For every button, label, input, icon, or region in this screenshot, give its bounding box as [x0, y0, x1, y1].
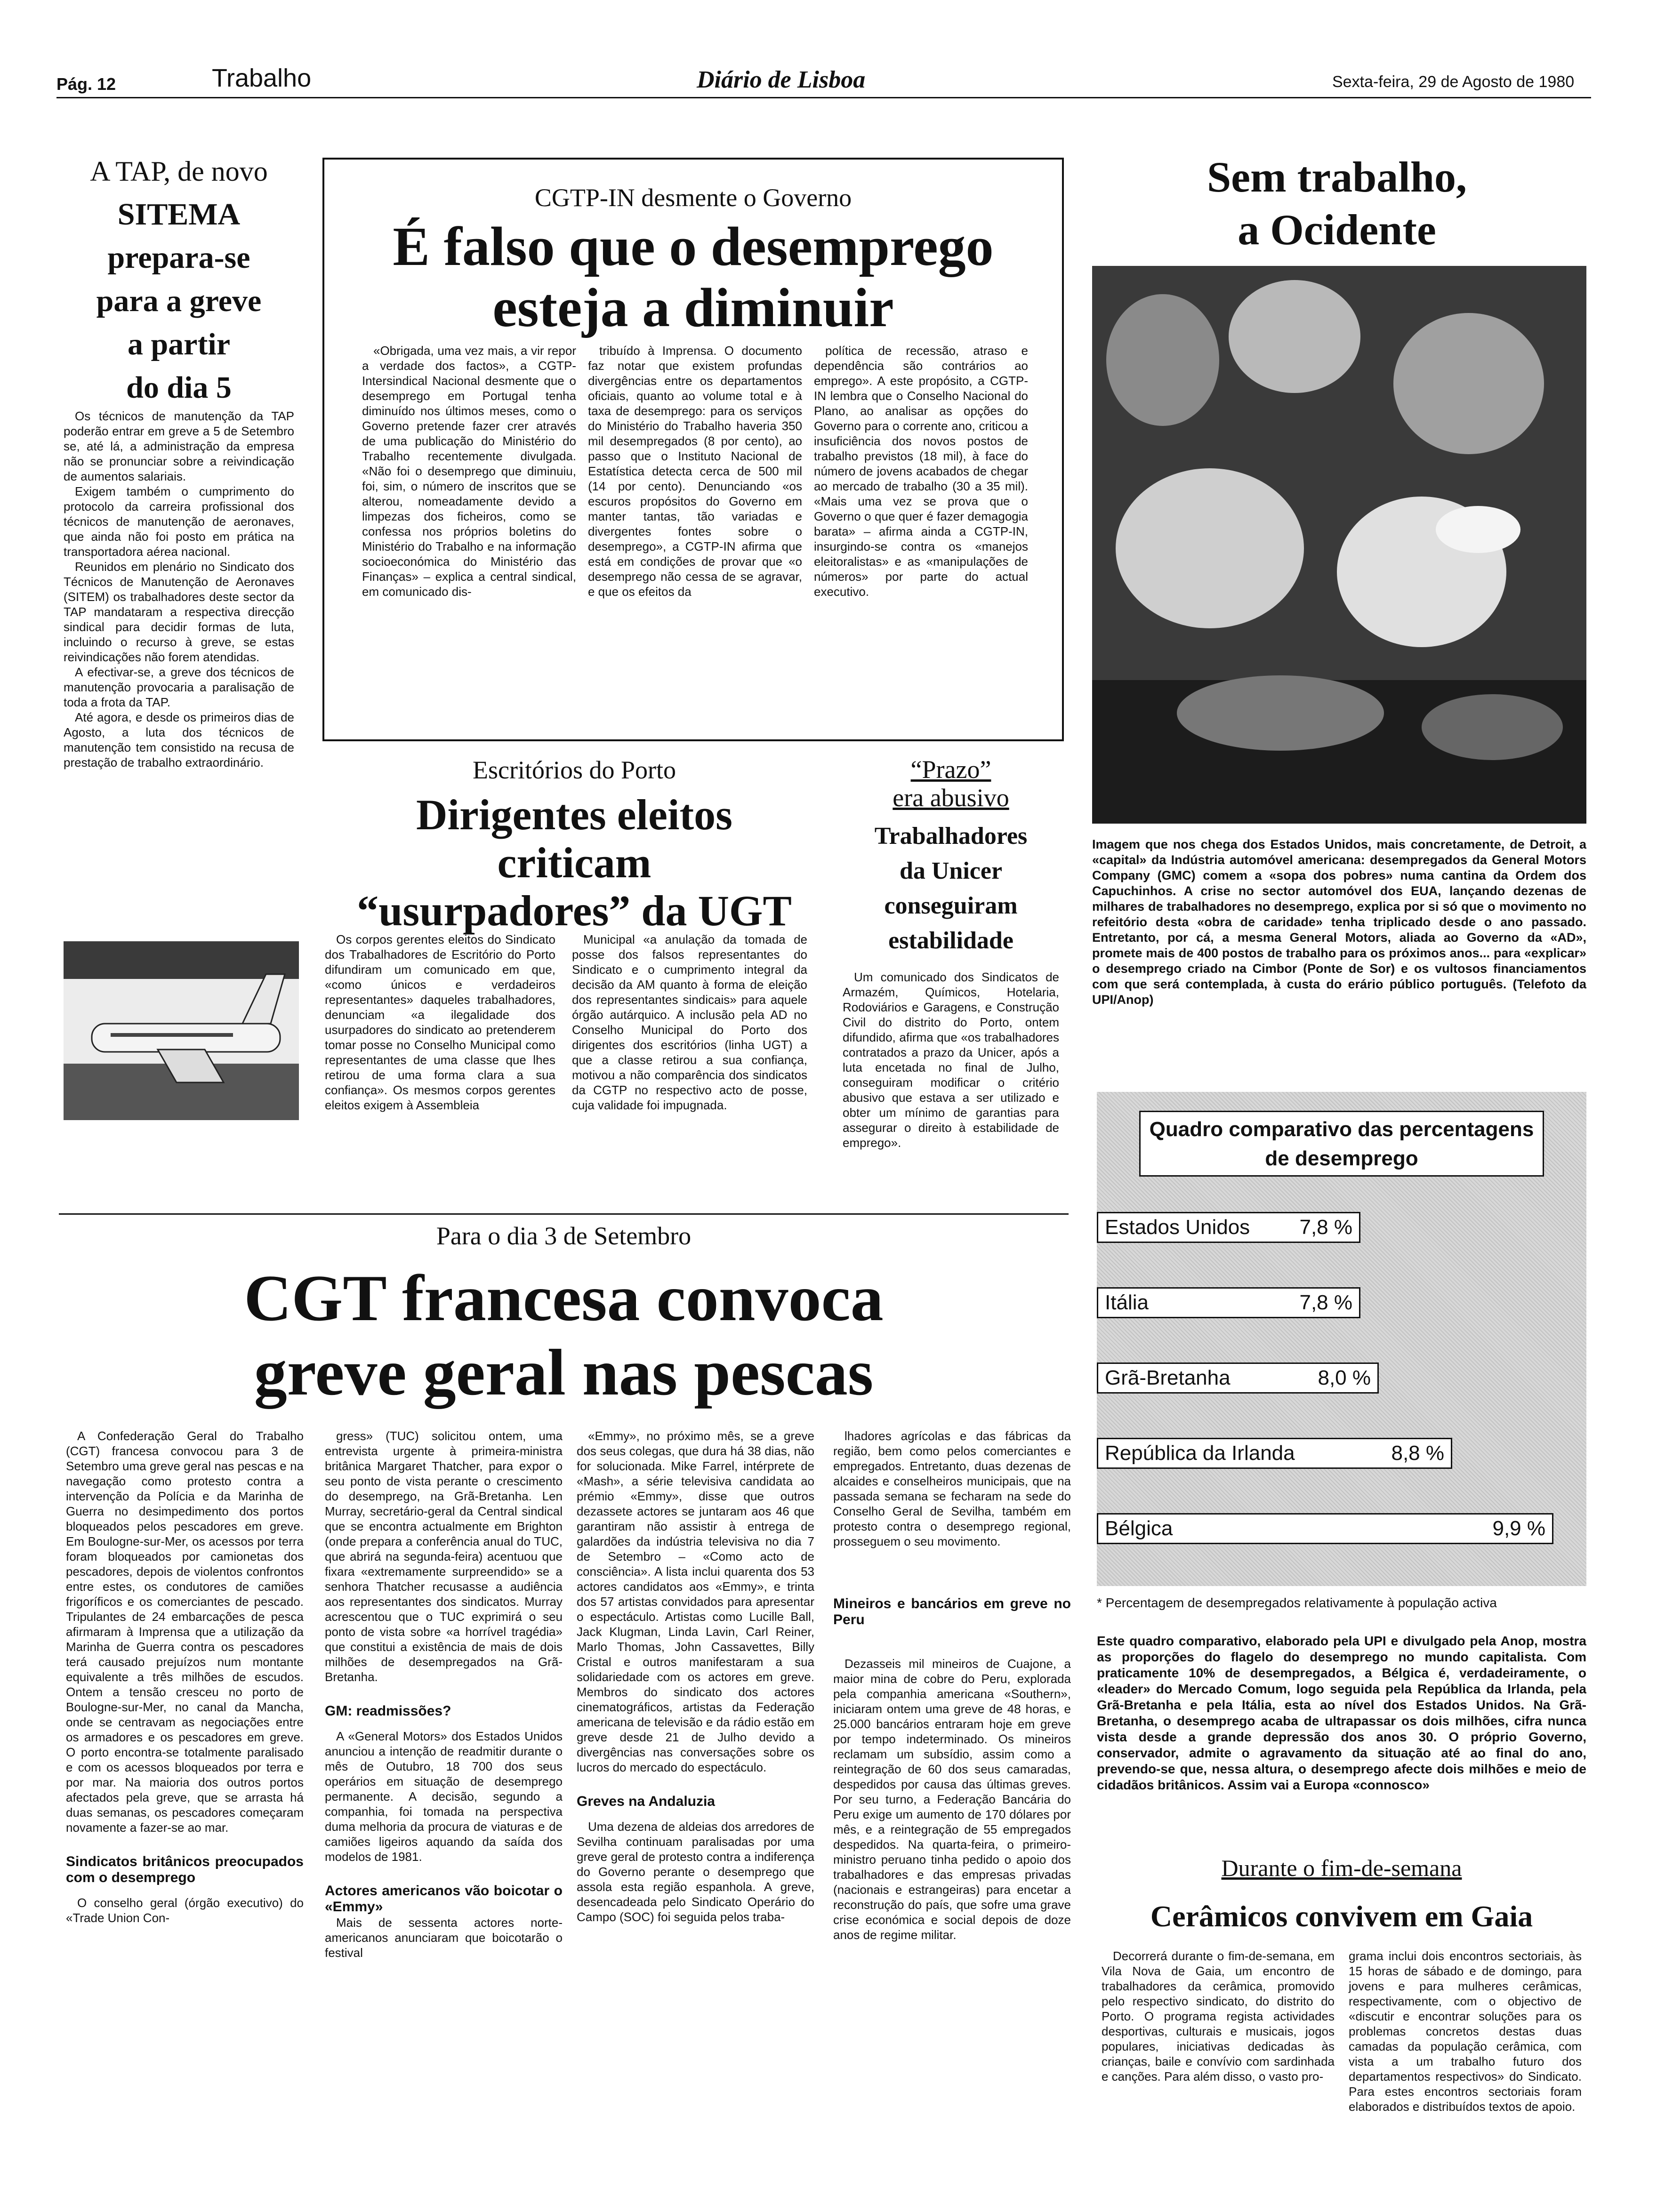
cgt-column-2: [325, 1428, 563, 1960]
bar-value: 8,8 %: [1391, 1442, 1444, 1465]
porto-column-2: Municipal «a anulação da tomada de posse dos falsos representantes do Sindicato e o cumprimento integral da decisão da AM quanto à forma de eleição dos representantes sindicais» para aquele órgão autárquico. A inclusão pela AD no Conselho Municipal do Porto dos dirigentes dos escritórios (linha UGT) a que a classe retirou a sua confiança, motivou a não comparência dos sindicatos da CGTP no respectivo acto de posse, cuja validade foi impugnada.: [572, 932, 807, 1112]
airplane-photo: [64, 941, 299, 1120]
cgtp-column-3: política de recessão, atraso e dependência são contrários ao emprego». A este propósito, a CGTP-IN lembra que o Conselho Nacional do Plano, ao analisar as opções do Governo para o corrente ano, criticou a insuficiência dos novos postos de trabalho previstos (18 mil), à face do número de jovens acabados de chegar ao mercado de trabalho (30 a 35 mil). «Mais uma vez se prova que o Governo o que quer é fazer demagogia barata» – afirma ainda a CGTP-IN, insurgindo-se contra os «manejos eleitoralistas» e as «manipulações de números» por parte do actual executivo.: [814, 344, 1028, 599]
cgtp-kicker: CGTP-IN desmente o Governo: [534, 184, 852, 212]
ocidente-caption: Imagem que nos chega dos Estados Unidos, mais concretamente, de Detroit, a «capital» da Indústria automóvel americana: desempregados da General Motors Company (GMC) comem a «sopa dos pobres» numa cantina da Ordem dos Capuchinhos. A crise no sector automóvel dos EUA, lançando dezenas de milhares de trabalhadores no desemprego, explica por si só que o movimento no refeitório desta «obra de caridade» tenha triplicado desde o ano passado. Entretanto, por cá, a mesma General Motors, aliada ao Governo da «AD», promete mais de 400 postos de trabalho para os próximos anos... para «explicar» o desemprego criado na Cimbor (Ponte de Sor) e os vultosos financiamentos com que será contemplada, à custa do erário público português. (Telefoto da UPI/Anop): [1092, 837, 1586, 1007]
cgtp-column-2: tribuído à Imprensa. O documento faz notar que existem profundas divergências entre os departamentos oficiais, quanto ao volume total e à taxa de desemprego: para os serviços do Ministério do Trabalho haveria 350 mil desempregados (8 por cento), ao passo que o Instituto Nacional de Estatística detecta cerca de 500 mil (14 por cento). Denunciando «os escuros propósitos do Governo em manter tantas, tão variadas e divergentes fontes sobre o desemprego», a CGTP-IN afirma que está em condições de provar que «o desemprego não cessa de se agravar, e que os efeitos da: [588, 344, 802, 599]
ocidente-headline-line: Sem trabalho,: [1207, 153, 1467, 201]
unicer-headline-line: da Unicer: [899, 858, 1003, 884]
page-number: Pág. 12: [56, 74, 116, 94]
chart-title: Quadro comparativo das percentagens de desemprego: [1149, 1118, 1534, 1170]
cgt-column-4: [833, 1428, 1071, 1942]
chart-bar-0: [1097, 1212, 1360, 1243]
cgtp-headline-line: esteja a diminuir: [492, 277, 894, 338]
cgtp-headline-line: É falso que o desemprego: [393, 216, 994, 277]
unicer-body: Um comunicado dos Sindicatos de Armazém, Químicos, Hotelaria, Rodoviários e Garagens, e Construção Civil do distrito do Porto, ontem difundido, afirma que «os trabalhadores contratados a prazo da Unicer, após a luta encetada no final de Julho, conseguiram modificar o critério abusivo que estava a ser utilizado e obter um mínimo de garantias para assegurar o direito à estabilidade de emprego».: [843, 970, 1059, 1150]
tap-kicker: A TAP, de novo: [90, 156, 268, 187]
cgt-column-1: [66, 1428, 304, 1925]
soup-kitchen-photo: [1092, 266, 1586, 824]
cgtp-column-1: «Obrigada, uma vez mais, a vir repor a verdade dos factos», a CGTP-Intersindical Nacional desmente que o desemprego em Portugal tenha diminuído nos últimos meses, como o Governo pretende fazer crer através de uma publicação do Ministério do Trabalho recentemente divulgada. «Não foi o desemprego que diminuiu, foi, sim, o número de inscritos que se alterou, nomeadamente devido a limpezas dos ficheiros, como se confessa nos próprios boletins do Ministério do Trabalho e na informação socioeconómica do Ministério das Finanças» – explica a central sindical, em comunicado dis-: [362, 344, 576, 599]
paragraph: Exigem também o cumprimento do protocolo da carreira profissional dos técnicos de manutenção de aeronaves, que ainda não foi posto em prática na transportadora aérea nacional.: [64, 484, 294, 559]
tap-headline-line: SITEMA: [117, 197, 241, 232]
masthead-rule: [56, 97, 1591, 98]
gaia-column-2: grama inclui dois encontros sectoriais, às 15 horas de sábado e de domingo, para jovens e para mulheres cerâmicas, respectivamente, com o objectivo de «discutir e encontrar soluções para os problemas concretos destas duas camadas da população cerâmica, com vista a um trabalho futuro dos departamentos respectivos» do Sindicato. Para estes encontros sectoriais foram elaborados e distribuídos textos de apoio.: [1349, 1949, 1582, 2114]
chart-footnote: * Percentagem de desempregados relativamente à população activa: [1097, 1595, 1497, 1610]
unicer-kicker: [838, 755, 1064, 812]
cgt-kicker: Para o dia 3 de Setembro: [436, 1222, 692, 1250]
issue-date: Sexta-feira, 29 de Agosto de 1980: [1332, 73, 1575, 91]
paragraph: Até agora, e desde os primeiros dias de Agosto, a luta dos técnicos de manutenção tem consistido na recusa de prestação de trabalho extraordinário.: [64, 710, 294, 769]
bar-label: Bélgica: [1105, 1517, 1173, 1540]
porto-headline-line: Dirigentes eleitos: [416, 791, 732, 839]
cgt-headline-line: greve geral nas pescas: [254, 1336, 874, 1409]
bar-label: Estados Unidos: [1105, 1216, 1250, 1239]
bar-label: República da Irlanda: [1105, 1442, 1295, 1465]
tap-headline-line: a partir: [127, 327, 231, 361]
porto-headline-line: “usurpadores” da UGT: [357, 887, 792, 935]
paragraph: lhadores agrícolas e das fábricas da região, bem como pelos comerciantes e empregados. Entretanto, duas dezenas de alcaides e conselheiros municipais, que na passada semana se fecharam na sede do Conselho Geral de Sevilha, também em protesto contra o desemprego regional, prosseguem o seu movimento.: [833, 1429, 1071, 1548]
paragraph: «Emmy», no próximo mês, se a greve dos seus colegas, que dura há 38 dias, não for solucionada. Mike Farrel, intérprete de «Mash», a série televisiva candidata ao prémio «Emmy», disse que outros dezassete actores se juntaram aos 46 que garantiram não assistir à entrega de galardões da indústria televisiva no dia 7 de Setembro – «Como acto de consciência». A lista inclui quarenta dos 53 actores candidatos aos «Emmy», e trinta dos 57 artistas convidados para apresentar o espectáculo. Artistas como Lucille Ball, Jack Klugman, Linda Lavin, Carl Reiner, Marlo Thomas, John Cassavettes, Billy Cristal e outros manifestaram a sua solidariedade com os actores em greve. Membros do sindicato dos actores cinematográficos, artistas da Federação americana de televisão e da rádio estão em greve desde 21 de Julho devido a divergências nas conversações sobre os lucros do mercado do espectáculo.: [577, 1429, 814, 1774]
tap-headline: [56, 193, 301, 409]
crowd-photo-icon: [1092, 266, 1586, 824]
unicer-headline-line: Trabalhadores: [874, 823, 1028, 850]
cgtp-headline: [324, 216, 1062, 338]
porto-headline-line: criticam: [497, 839, 652, 887]
paragraph: Reunidos em plenário no Sindicato dos Técnicos de Manutenção de Aeronaves (SITEM) os trabalhadores deste sector da TAP mandataram a respectiva direcção sindical para decidir formas de luta, incluindo o recurso à greve, se estas reivindicações não forem atendidas.: [64, 560, 294, 664]
unicer-headline-line: conseguiram: [884, 892, 1018, 919]
paragraph: Os técnicos de manutenção da TAP poderão entrar em greve a 5 de Setembro se, até lá, a administração da empresa não se pronunciar sobre a reivindicação de aumentos salariais.: [64, 409, 294, 483]
bar-value: 7,8 %: [1299, 1291, 1352, 1314]
chart-bar-1: [1097, 1287, 1360, 1318]
unicer-kicker-line: “Prazo”: [910, 755, 991, 784]
gaia-kicker: Durante o fim-de-semana: [1221, 1855, 1462, 1881]
chart-caption: Este quadro comparativo, elaborado pela UPI e divulgado pela Anop, mostra as proporções do flagelo do desemprego no mundo capitalista. Com praticamente 10% de desempregados, a Bélgica é, verdadeiramente, o «leader» do Mercado Comum, logo seguida pela República da Irlanda, pela Grã-Bretanha e pela Itália, esta ao nível dos Estados Unidos. Na Grã-Bretanha, o desemprego acaba de ultrapassar os dois milhões, cifra nunca vista desde a grande depressão dos anos 30. O próprio Governo, conservador, admite o agravamento da situação até ao final do ano, prevendo-se que, nessa altura, o desemprego afecte dois milhões e meio de cidadãos britânicos. Assim vai a Europa «connosco»: [1097, 1634, 1586, 1792]
chart-title-box: [1139, 1111, 1544, 1177]
tap-body: [64, 409, 294, 770]
porto-kicker: Escritórios do Porto: [473, 756, 676, 784]
unicer-headline: [838, 819, 1064, 958]
paragraph: Dezasseis mil mineiros de Cuajone, a maior mina de cobre do Peru, explorada pela companhia americana «Southern», iniciaram ontem uma greve de 48 horas, e 25.000 bancários entraram hoje em greve por tempo indeterminado. Os mineiros reclamam um subsídio, assim como a reintegração de 60 dos seus camaradas, despedidos por causa das últimas greves. Por seu turno, a Federação Bancária do Peru exige um aumento de 170 dólares por mês, e a reintegração de 55 empregados despedidos. Na quarta-feira, o primeiro-ministro peruano tinha pedido o apoio dos trabalhadores e das empresas privadas (nacionais e estrangeiras) para encetar a reconstrução do país, que sofre uma grave crise económica e social depois de doze anos de regime militar.: [833, 1657, 1071, 1942]
paragraph: A efectivar-se, a greve dos técnicos de manutenção provocaria a paralisação de toda a frota da TAP.: [64, 665, 294, 709]
bar-label: Grã-Bretanha: [1105, 1366, 1231, 1389]
ocidente-headline: [1087, 151, 1586, 256]
cgtp-box: [322, 158, 1064, 741]
paragraph: Uma dezena de aldeias dos arredores de Sevilha continuam paralisadas por uma greve geral de protesto contra a indiferença do Governo perante o desemprego que assola esta região espanhola. A greve, desencadeada pelo Sindicato Operário do Campo (SOC) foi seguida pelos traba-: [577, 1819, 814, 1924]
cgt-top-rule: [59, 1213, 1069, 1215]
unicer-headline-line: estabilidade: [888, 927, 1014, 954]
bar-value: 7,8 %: [1299, 1216, 1352, 1239]
bar-value: 9,9 %: [1492, 1517, 1545, 1540]
chart-bar-3: [1097, 1438, 1452, 1469]
paragraph: O conselho geral (órgão executivo) do «Trade Union Con-: [66, 1896, 304, 1925]
porto-headline: [325, 791, 824, 935]
cgt-column-3: [577, 1428, 814, 1924]
subheading: Actores americanos vão boicotar o «Emmy»: [325, 1883, 563, 1915]
paragraph: Mais de sessenta actores norte-americanos anunciaram que boicotarão o festival: [325, 1915, 563, 1960]
tap-headline-line: do dia 5: [126, 370, 232, 405]
porto-column-1: Os corpos gerentes eleitos do Sindicato dos Trabalhadores de Escritório do Porto difundiram um comunicado em que, «como únicos e verdadeiros representantes» daqueles trabalhadores, denunciam «a ilegalidade dos usurpadores do sindicato ao pretenderem tomar posse no Conselho Municipal como representantes de uma classe que lhes retirou de uma forma clara a sua confiança». Os mesmos corpos gerentes eleitos exigem à Assembleia: [325, 932, 555, 1112]
section-name: Trabalho: [212, 64, 312, 92]
unicer-kicker-line: era abusivo: [893, 784, 1009, 812]
paragraph: A «General Motors» dos Estados Unidos anunciou a intenção de readmitir durante o mês de Outubro, 18 700 dos seus operários em situação de desemprego permanente. A decisão, segundo a companhia, foi tomada na perspectiva duma melhoria da procura de viaturas e de camiões ligeiros aquando da saída dos modelos de 1981.: [325, 1729, 563, 1864]
bar-value: 8,0 %: [1318, 1366, 1371, 1389]
paragraph: gress» (TUC) solicitou ontem, uma entrevista urgente à primeira-ministra britânica Margaret Thatcher, para expor o seu ponto de vista perante o crescimento do desemprego, na Grã-Bretanha. Len Murray, secretário-geral da Central sindical que se encontra actualmente em Brighton (onde prepara a conferência anual do TUC, que abrirá na segunda-feira) acentuou que fixara «extremamente surpreendido» se a senhora Thatcher recusasse a audiência aos representantes dos sindicatos. Murray acrescentou que o TUC exprimirá o seu ponto de vista sobre «a horrível tragédia» que constitui a existência de mais de dois milhões de desempregados na Grã-Bretanha.: [325, 1429, 563, 1684]
chart-bar-2: [1097, 1362, 1379, 1394]
subheading: Mineiros e bancários em greve no Peru: [833, 1596, 1071, 1627]
subheading: GM: readmissões?: [325, 1703, 451, 1719]
chart-bar-4: [1097, 1513, 1553, 1544]
gaia-column-1: Decorrerá durante o fim-de-semana, em Vila Nova de Gaia, um encontro de trabalhadores da cerâmica, promovido pelo respectivo sindicato, do distrito do Porto. O programa regista actividades desportivas, culturais e musicais, jogos populares, iniciativas dedicadas às crianças, baile e convívio com sardinhada e canções. Para além disso, o vasto pro-: [1102, 1949, 1335, 2084]
newspaper-name: Diário de Lisboa: [697, 66, 866, 93]
ocidente-headline-line: a Ocidente: [1238, 206, 1436, 254]
tap-headline-line: para a greve: [96, 284, 262, 318]
gaia-headline: Cerâmicos convivem em Gaia: [1150, 1899, 1533, 1933]
tap-headline-line: prepara-se: [107, 240, 250, 275]
subheading: Greves na Andaluzia: [577, 1794, 715, 1809]
cgt-headline: [59, 1261, 1069, 1410]
subheading: Sindicatos britânicos preocupados com o desemprego: [66, 1854, 304, 1885]
cgt-headline-line: CGT francesa convoca: [244, 1262, 884, 1335]
bar-label: Itália: [1105, 1291, 1149, 1314]
paragraph: A Confederação Geral do Trabalho (CGT) francesa convocou para 3 de Setembro uma greve geral nas pescas e na navegação como protesto contra a intervenção da Polícia e da Marinha de Guerra no desimpedimento dos portos bloqueados pelos pescadores em greve. Em Boulogne-sur-Mer, os acessos por terra foram bloqueados por camionetas dos pescadores, depois de violentos confrontos entre estes, os condutores de camiões frigoríficos e os comerciantes de pescado. Tripulantes de 24 embarcações de pesca afirmaram à Imprensa que a utilização da Marinha de Guerra contra os pescadores terá causado prejuízos num montante equivalente a três milhões de escudos. Ontem a tensão cresceu no porto de Boulogne-sur-Mer, no canal da Mancha, onde se centravam as negociações entre os armadores e os pescadores em greve. O porto encontra-se totalmente paralisado e com os acessos bloqueados por terra e por mar. Na maioria dos outros portos afectados pela greve, que se arrasta há duas semanas, os pescadores começaram novamente a fazer-se ao mar.: [66, 1429, 304, 1835]
airplane-icon: [64, 941, 299, 1120]
